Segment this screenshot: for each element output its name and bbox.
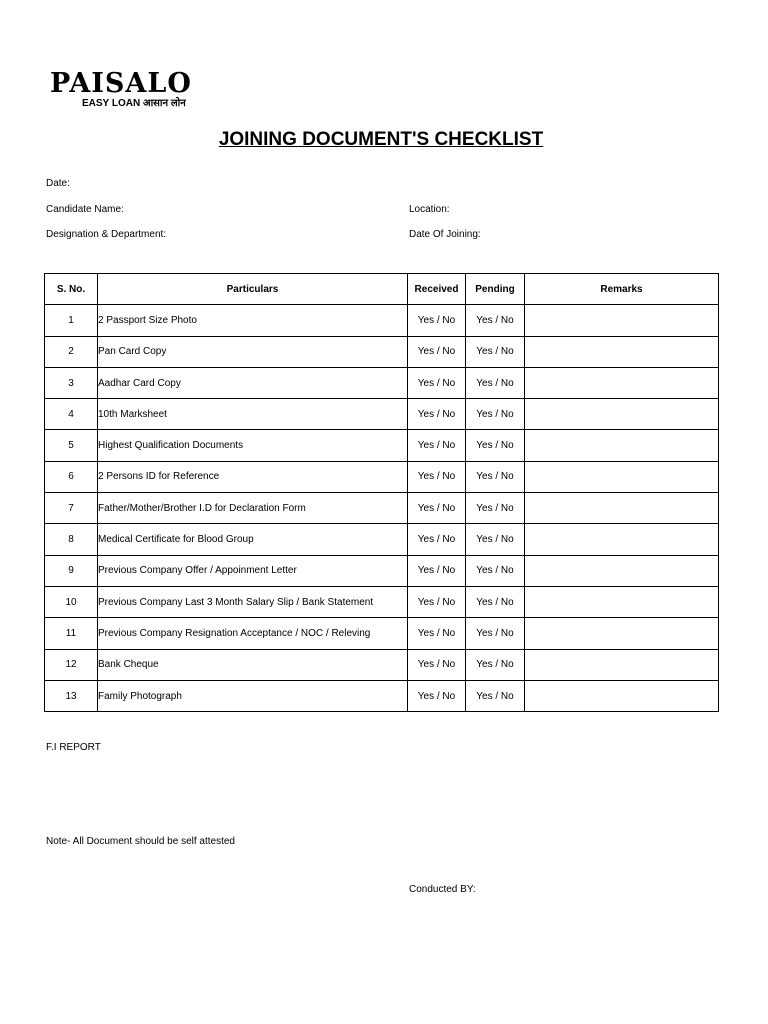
row-remarks-cell bbox=[525, 493, 719, 524]
row-remarks-cell bbox=[525, 399, 719, 430]
row-pending-option: Yes / No bbox=[466, 399, 525, 430]
fi-report-label: F.I REPORT bbox=[46, 742, 101, 753]
row-remarks-cell bbox=[525, 305, 719, 336]
date-of-joining-label: Date Of Joining: bbox=[409, 229, 481, 240]
row-pending-option: Yes / No bbox=[466, 367, 525, 398]
row-pending-option: Yes / No bbox=[466, 461, 525, 492]
row-particular: Highest Qualification Documents bbox=[98, 430, 408, 461]
row-pending-option: Yes / No bbox=[466, 305, 525, 336]
row-received-option: Yes / No bbox=[408, 399, 466, 430]
row-serial-number: 1 bbox=[45, 305, 98, 336]
column-header-received: Received bbox=[408, 274, 466, 305]
row-particular: Pan Card Copy bbox=[98, 336, 408, 367]
conducted-by-label: Conducted BY: bbox=[409, 884, 476, 895]
table-row bbox=[45, 430, 719, 461]
row-received-option: Yes / No bbox=[408, 586, 466, 617]
row-particular: Family Photograph bbox=[98, 680, 408, 711]
row-remarks-cell bbox=[525, 336, 719, 367]
row-remarks-cell bbox=[525, 461, 719, 492]
column-header-sno: S. No. bbox=[45, 274, 98, 305]
attestation-note: Note- All Document should be self attested bbox=[46, 836, 235, 847]
row-particular: Previous Company Resignation Acceptance / NOC / Releving bbox=[98, 618, 408, 649]
row-serial-number: 13 bbox=[45, 680, 98, 711]
row-serial-number: 10 bbox=[45, 586, 98, 617]
row-remarks-cell bbox=[525, 555, 719, 586]
row-particular: Aadhar Card Copy bbox=[98, 367, 408, 398]
table-row bbox=[45, 649, 719, 680]
row-received-option: Yes / No bbox=[408, 555, 466, 586]
row-received-option: Yes / No bbox=[408, 367, 466, 398]
row-serial-number: 4 bbox=[45, 399, 98, 430]
row-remarks-cell bbox=[525, 618, 719, 649]
row-serial-number: 6 bbox=[45, 461, 98, 492]
table-row bbox=[45, 399, 719, 430]
row-pending-option: Yes / No bbox=[466, 649, 525, 680]
table-row bbox=[45, 586, 719, 617]
table-row bbox=[45, 618, 719, 649]
row-remarks-cell bbox=[525, 524, 719, 555]
row-received-option: Yes / No bbox=[408, 493, 466, 524]
table-row bbox=[45, 493, 719, 524]
table-row bbox=[45, 367, 719, 398]
table-row bbox=[45, 336, 719, 367]
location-label: Location: bbox=[409, 204, 450, 215]
row-particular: 2 Persons ID for Reference bbox=[98, 461, 408, 492]
candidate-name-label: Candidate Name: bbox=[46, 204, 124, 215]
table-row bbox=[45, 461, 719, 492]
logo-tagline: EASY LOAN आसान लोन bbox=[82, 98, 186, 109]
row-pending-option: Yes / No bbox=[466, 618, 525, 649]
date-label: Date: bbox=[46, 178, 70, 189]
row-pending-option: Yes / No bbox=[466, 586, 525, 617]
row-serial-number: 7 bbox=[45, 493, 98, 524]
row-pending-option: Yes / No bbox=[466, 336, 525, 367]
table-header-row bbox=[45, 274, 719, 305]
column-header-particulars: Particulars bbox=[98, 274, 408, 305]
row-received-option: Yes / No bbox=[408, 461, 466, 492]
row-serial-number: 8 bbox=[45, 524, 98, 555]
row-particular: 2 Passport Size Photo bbox=[98, 305, 408, 336]
column-header-remarks: Remarks bbox=[525, 274, 719, 305]
row-serial-number: 3 bbox=[45, 367, 98, 398]
page-title: JOINING DOCUMENT'S CHECKLIST bbox=[218, 129, 544, 150]
row-particular: Bank Cheque bbox=[98, 649, 408, 680]
row-serial-number: 12 bbox=[45, 649, 98, 680]
row-pending-option: Yes / No bbox=[466, 524, 525, 555]
row-remarks-cell bbox=[525, 649, 719, 680]
designation-label: Designation & Department: bbox=[46, 229, 167, 240]
row-pending-option: Yes / No bbox=[466, 430, 525, 461]
row-received-option: Yes / No bbox=[408, 649, 466, 680]
row-received-option: Yes / No bbox=[408, 618, 466, 649]
table-row bbox=[45, 524, 719, 555]
document-checklist-table bbox=[44, 273, 719, 712]
row-particular: Previous Company Offer / Appoinment Letter bbox=[98, 555, 408, 586]
table-row bbox=[45, 555, 719, 586]
row-received-option: Yes / No bbox=[408, 336, 466, 367]
row-serial-number: 11 bbox=[45, 618, 98, 649]
row-remarks-cell bbox=[525, 680, 719, 711]
row-received-option: Yes / No bbox=[408, 305, 466, 336]
row-serial-number: 5 bbox=[45, 430, 98, 461]
table-row bbox=[45, 305, 719, 336]
company-logo bbox=[50, 70, 192, 110]
row-remarks-cell bbox=[525, 367, 719, 398]
column-header-pending: Pending bbox=[466, 274, 525, 305]
row-serial-number: 2 bbox=[45, 336, 98, 367]
logo-name: PAISALO bbox=[50, 68, 192, 99]
row-particular: Medical Certificate for Blood Group bbox=[98, 524, 408, 555]
row-received-option: Yes / No bbox=[408, 430, 466, 461]
row-particular: Father/Mother/Brother I.D for Declaration Form bbox=[98, 493, 408, 524]
row-received-option: Yes / No bbox=[408, 680, 466, 711]
table-row bbox=[45, 680, 719, 711]
row-remarks-cell bbox=[525, 430, 719, 461]
row-serial-number: 9 bbox=[45, 555, 98, 586]
row-received-option: Yes / No bbox=[408, 524, 466, 555]
row-pending-option: Yes / No bbox=[466, 493, 525, 524]
row-particular: 10th Marksheet bbox=[98, 399, 408, 430]
row-pending-option: Yes / No bbox=[466, 680, 525, 711]
row-pending-option: Yes / No bbox=[466, 555, 525, 586]
row-particular: Previous Company Last 3 Month Salary Slip / Bank Statement bbox=[98, 586, 408, 617]
row-remarks-cell bbox=[525, 586, 719, 617]
